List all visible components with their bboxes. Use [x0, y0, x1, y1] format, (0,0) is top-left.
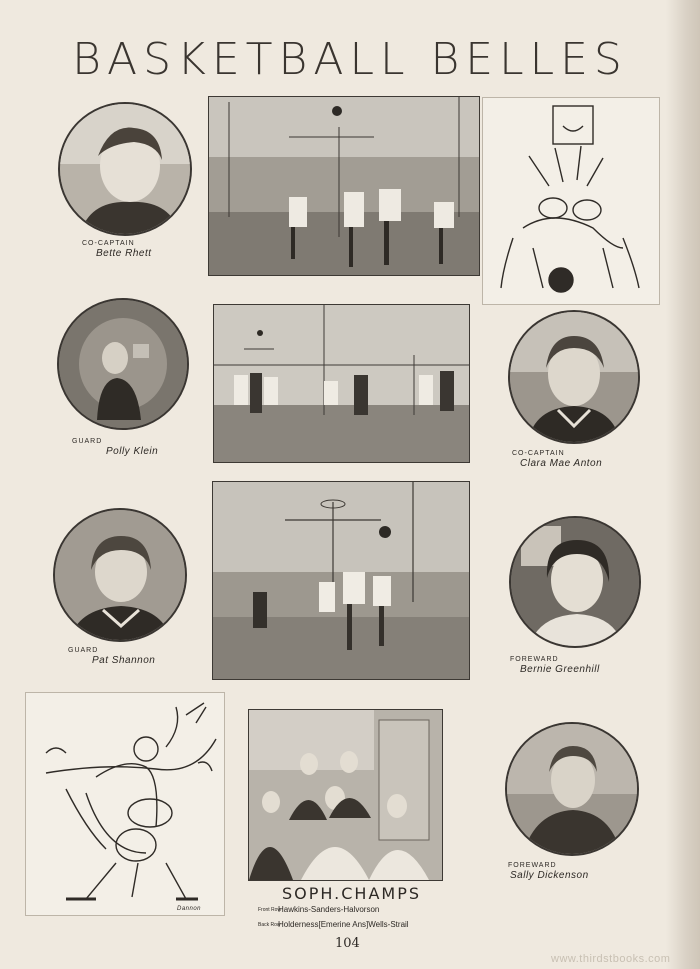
caption-clara-mae-anton: CO-CAPTAIN Clara Mae Anton: [512, 450, 603, 469]
back-row-names: Back RowHolderness[Emerine Ans]Wells-Strail: [258, 920, 409, 929]
soph-champs-title: SOPH.CHAMPS: [282, 884, 421, 903]
portrait-clara-mae-anton: [508, 310, 640, 444]
caption-bette-rhett: CO-CAPTAIN Bette Rhett: [82, 240, 152, 259]
caption-pat-shannon: GUARD Pat Shannon: [68, 647, 156, 666]
cartoon-jump-ball: [482, 97, 660, 305]
cartoon-scramble: [25, 692, 225, 916]
cartoon-signature: Dannon: [177, 906, 202, 912]
caption-bernie-greenhill: FOREWARD Bernie Greenhill: [510, 656, 600, 675]
page-title: BASKETBALL BELLES: [72, 34, 628, 85]
portrait-bette-rhett: [58, 102, 192, 236]
photo-game-scene-2: [213, 304, 470, 463]
photo-game-scene-1: [208, 96, 480, 276]
portrait-sally-dickenson: [505, 722, 639, 856]
caption-sally-dickenson: FOREWARD Sally Dickenson: [508, 862, 589, 881]
page-number: 104: [335, 936, 360, 951]
portrait-polly-klein: [57, 298, 189, 430]
page-edge-shadow: [666, 0, 700, 969]
front-row-names: Front RowHawkins-Sanders-Halvorson: [258, 905, 380, 914]
photo-soph-champs-team: [248, 709, 443, 881]
portrait-bernie-greenhill: [509, 516, 641, 648]
caption-polly-klein: GUARD Polly Klein: [72, 438, 159, 457]
portrait-pat-shannon: [53, 508, 187, 642]
photo-game-scene-3: [212, 481, 470, 680]
watermark: www.thirdstbooks.com: [551, 953, 671, 965]
